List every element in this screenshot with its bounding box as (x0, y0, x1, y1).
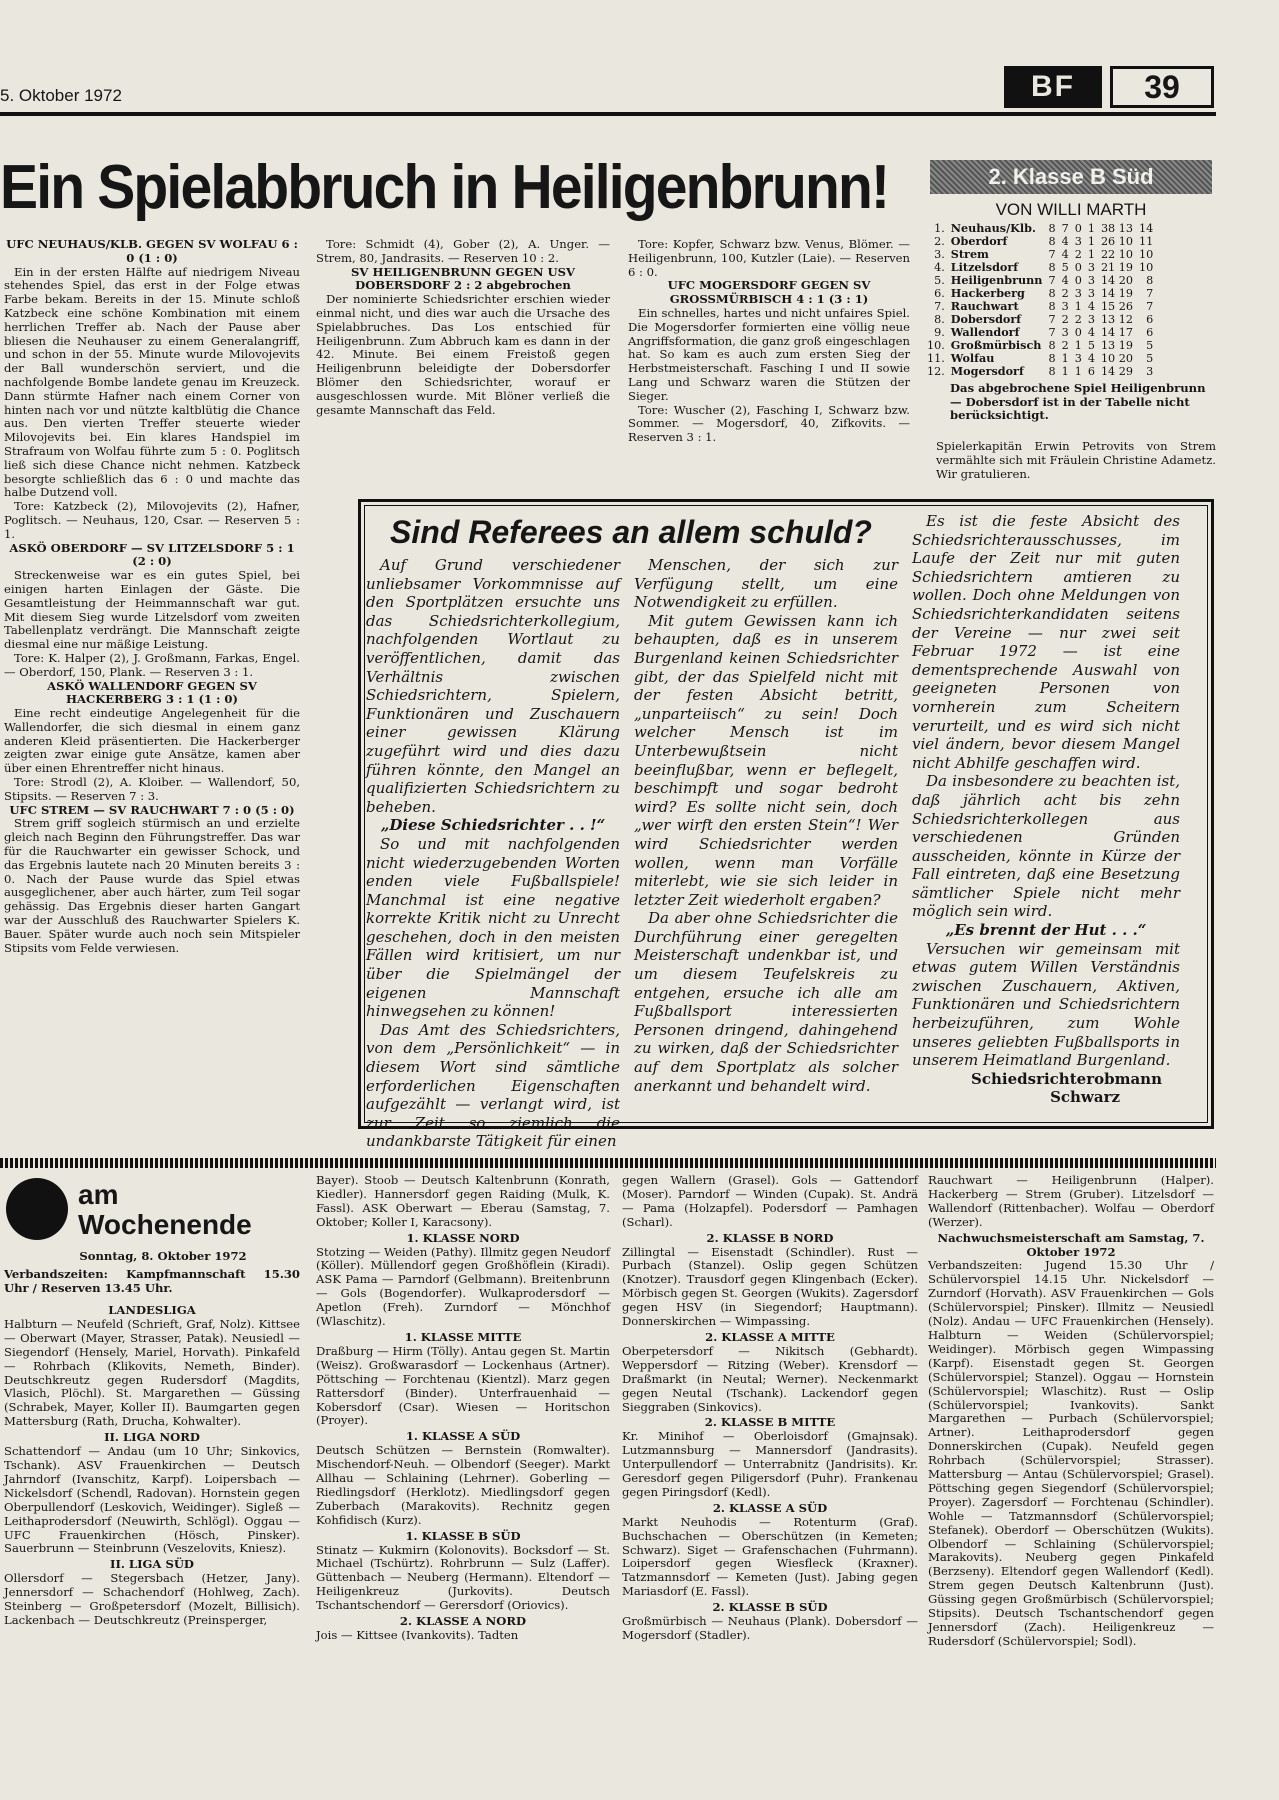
league-heading: 2. KLASSE A MITTE (705, 1329, 835, 1344)
standings-cell: Strem (950, 247, 989, 261)
standings-row (924, 365, 1156, 378)
fixtures: Deutsch Schützen — Bernstein (Romwalter). Mischendorf-Neuh. — Olbendorf (Seeger). Markt Allhau — Schlaining (Lehrner). Goberling — Riedlingsdorf (Herklotz). Miedlingsdorf gegen Zuberbach (Marakovits). Rechnitz gegen Kohfidisch (Kurz). (316, 1443, 610, 1527)
standings-cell: 4 (1061, 274, 1069, 287)
referee-paragraph: „Diese Schiedsrichter . . !“ (380, 816, 606, 835)
report-column-1 (4, 238, 300, 955)
league-heading: II. LIGA NORD (104, 1430, 200, 1445)
headline: Ein Spielabbruch in Heiligenbrunn! (0, 153, 889, 222)
league-heading: 2. KLASSE A NORD (399, 1614, 527, 1629)
fixtures: Verbandszeiten: Jugend 15.30 Uhr / Schülervorspiel 14.15 Uhr. Nickelsdorf — Zurndorf (Horvath). ASV Frauenkirchen — Gols (Schülervorspiel; Pinsker). Illmitz — Neusiedl (Nolz). Andau — UFC Frauenkirchen (Hensely). Halbturn — Weiden (Schülervorspiel; Weidinger). Mörbisch gegen Wimpassing (Karpf). Eisenstadt gegen St. Georgen (Schülervorspiel; Stanzel). Oggau — Hornstein (Schülervorspiel; Wlaschitz). Rust — Oslip (Schülervorspiel; Ivankovits). Sankt Margarethen — Purbach (Schülervorspiel; Artner). Leithaprodersdorf gegen Donnerskirchen (Cupak). Neufeld gegen Rohrbach (Schülervorspiel; Strasser). Mattersburg — Antau (Schülervorspiel; Grasel). Pöttsching gegen Siegendorf (Schülervorspiel; Proyer). Zagersdorf — Forchtenau (Schindler). Wohle — Tatzmannsdorf (Schülervorspiel; Stefanek). Oberdorf — Oberschützen (Wukits). Olbendorf — Schlaining (Schülervorspiel; Marakovits). Neuberg gegen Pinkafeld (Berzseny). Eltendorf gegen Wallendorf (Kedl). Strem gegen Deutsch Kaltenbrunn (Just). Güssing gegen Großmürbisch (Schülervorspiel; Stipsits). Deutsch Tschantschendorf gegen Jennersdorf (Zach). Heiligenkreuz — Rudersdorf (Schülervorspiel; Sodl). (928, 1258, 1214, 1648)
fixtures: Rauchwart — Heiligenbrunn (Halper). Hackerberg — Strem (Gruber). Litzelsdorf — Wallendorf (Rittenbacher). Wolfau — Oberdorf (Werzer). (928, 1173, 1214, 1229)
standings-cell: 5. (934, 274, 945, 287)
standings-cell: 13 19 (1100, 339, 1133, 352)
section-badge: BF (1004, 66, 1102, 108)
league-heading: 2. KLASSE A SÜD (712, 1500, 828, 1515)
standings-cell: 3 (1087, 261, 1095, 274)
standings-cell: 3 (1087, 274, 1095, 287)
fixtures: Halbturn — Neufeld (Schrieft, Graf, Nolz). Kittsee — Oberwart (Mayer, Strasser, Patak). Neusiedl — Siegendorf (Hensely, Mariel, Horvath). Pinkafeld — Rohrbach (Klikovits, Nemeth, Binder). Deutschkreutz gegen Rudersdorf (Magdits, Vlasich, Plöchl). St. Margarethen — Güssing (Schrabek, Mayer, Koller II). Baumgarten gegen Mattersburg (Rath, Drucha, Kohwalter). (4, 1316, 300, 1429)
section-separator (0, 1158, 1216, 1168)
standings-cell: 6 (1146, 313, 1154, 326)
weekend-title-line2: Wochenende (78, 1209, 252, 1240)
standings-cell: 9. (934, 326, 945, 339)
schedule-column-3 (622, 1174, 918, 1643)
standings-cell: Rauchwart (950, 299, 1019, 313)
congratulations-note: Spielerkapitän Erwin Petrovits von Strem vermählte sich mit Fräulein Christine Adametz. Wir gratulieren. (936, 439, 1216, 481)
weekend-title (78, 1180, 252, 1240)
standings-cell: 4 (1061, 248, 1069, 261)
referee-column-1 (366, 556, 620, 1151)
standings-cell: 8. (934, 313, 945, 326)
fixtures: gegen Wallern (Grasel). Gols — Gattendorf (Moser). Parndorf — Winden (Cupak). St. Andrä — Pama (Holzapfel). Podersdorf — Pamhagen (Scharl). (622, 1173, 918, 1229)
referee-column-3 (912, 512, 1180, 1107)
standings-cell: 7 (1048, 313, 1056, 326)
match-report: Streckenweise war es ein gutes Spiel, bei einigen harten Einlagen der Gäste. Die Gesamtleistung der Heimmannschaft war gut. Mit diesem Sieg wurde Litzelsdorf vom zweiten Tabellenplatz verdrängt. Die Mannschaft zeigte diesmal eine nur mäßige Leistung. (4, 568, 300, 652)
standings-cell: Oberdorf (950, 234, 1008, 248)
standings-cell: 21 19 (1100, 261, 1133, 274)
fixtures: Stinatz — Kukmirn (Kolonovits). Bocksdorf — St. Michael (Tschürtz). Rohrbrunn — Sulz (Laffer). Güttenbach — Neuberg (Hermann). Eltendorf — Heiligenkreuz (Jurkovits). Deutsch Tschantschendorf — Gerersdorf (Oriovics). (316, 1542, 610, 1613)
weekend-date: Sonntag, 8. Oktober 1972 (79, 1249, 247, 1263)
match-scorers: Tore: Kopfer, Schwarz bzw. Venus, Blömer. — Heiligenbrunn, 100, Kutzler (Laie). — Reserven 6 : 0. (628, 237, 910, 279)
standings-cell: 2 (1061, 313, 1069, 326)
standings-cell: 8 (1048, 300, 1056, 313)
standings-cell: 11. (927, 352, 945, 365)
standings-cell: 8 (1048, 339, 1056, 352)
referee-paragraph: So und mit nachfolgenden nicht wiederzugebenden Worten enden viele Fußballspiele! Manchmal ist eine negative korrekte Kritik nicht zu Unrecht geschehen, doch in den meisten Fällen wird kritisiert, um nur über die Spielmängel der eigenen Mannschaft hinwegsehen zu können! (366, 834, 620, 1021)
referee-paragraph: Das Amt des Schiedsrichters, von dem „Persönlichkeit“ — in diesem Wort sind sämtliche erforderlichen Eigenschaften aufgezählt — verlangt wird, ist zur Zeit so ziemlich die undankbarste Tätigkeit für einen (366, 1020, 620, 1151)
standings-cell: 7 (1061, 222, 1069, 235)
referee-paragraph: Auf Grund verschiedener unliebsamer Vorkommnisse auf den Sportplätzen ersuchte uns das Schiedsrichterkollegium, nachfolgenden Wortlaut zu veröffentlichen, damit das Verhältnis zwischen Schiedsrichtern, Spielern, Funktionären und Zuschauern einer gewissen Klärung zugeführt wird und dies dazu führen könnte, den Mangel an qualifizierten Schiedsrichtern zu beheben. (366, 556, 620, 816)
standings-cell: 7. (934, 300, 945, 313)
standings-cell: 5 (1146, 352, 1154, 365)
league-banner: 2. Klasse B Süd (930, 160, 1212, 194)
standings-cell: 2 (1061, 339, 1069, 352)
match-report: Ein in der ersten Hälfte auf niedrigem Niveau stehendes Spiel, das erst in der Folge etwas Farbe bekam. Bereits in der 15. Minute schloß Katzbeck eine schöne Kombination mit einem herrlichen Treffer ab. Nach der Pause aber bliesen die Neuhauser zu einem Generalangriff, und schon in der 55. Minute wurde Milovojevits der Ball wunderschön serviert, und die nachfolgende Bombe landete genau im Kreuzeck. Dann stürmte Hafner nach einem Corner von hinten nach vor und nützte kaltblütig die Chance aus. Den vierten Treffer steuerte wieder Milovojevits bei. Ein klares Handspiel im Strafraum von Wolfau führte zum 5 : 0. Poglitsch ließ sich diese Chance nicht nehmen. Katzbeck besorgte schließlich das 6 : 0 und machte das halbe Dutzend voll. (4, 264, 300, 500)
issue-date: 5. Oktober 1972 (0, 86, 122, 105)
standings-cell: 5 (1061, 261, 1069, 274)
league-heading: Nachwuchsmeisterschaft am Samstag, 7. Oktober 1972 (937, 1230, 1205, 1259)
league-heading: 1. KLASSE MITTE (404, 1329, 522, 1344)
standings-cell: 3 (1074, 287, 1082, 300)
match-heading: ASKÖ OBERDORF — SV LITZELSDORF 5 : 1 (2 : 0) (9, 540, 295, 569)
standings-cell: 0 (1074, 222, 1082, 235)
standings-cell: 5 (1087, 339, 1095, 352)
match-heading: UFC NEUHAUS/KLB. GEGEN SV WOLFAU 6 : 0 (1 : 0) (6, 237, 298, 265)
standings-cell: Wallendorf (950, 325, 1020, 339)
standings-cell: Litzelsdorf (950, 260, 1019, 274)
league-heading: 1. KLASSE B SÜD (405, 1528, 521, 1543)
standings-cell: 2 (1061, 287, 1069, 300)
match-heading: SV HEILIGENBRUNN GEGEN USV DOBERSDORF 2 : 2 abgebrochen (351, 264, 575, 293)
weekend-times: Verbandszeiten: Kampfmannschaft 15.30 Uhr / Reserven 13.45 Uhr. (4, 1267, 300, 1295)
author-line: VON WILLI MARTH (995, 200, 1147, 219)
standings-cell: 1 (1087, 248, 1095, 261)
standings-cell: 2 (1074, 313, 1082, 326)
referee-paragraph: Menschen, der sich zur Verfügung stellt, um eine Notwendigkeit zu erfüllen. (634, 556, 898, 612)
standings-cell: 3 (1061, 326, 1069, 339)
standings-cell: 4 (1087, 300, 1095, 313)
standings-cell: 1 (1074, 365, 1082, 378)
standings-cell: 7 (1048, 274, 1056, 287)
standings-cell: 0 (1074, 326, 1082, 339)
standings-cell: 13 12 (1100, 313, 1133, 326)
standings-cell: 8 (1048, 365, 1056, 378)
standings-cell: 3. (934, 248, 945, 261)
match-report: Ein schnelles, hartes und nicht unfaires Spiel. Die Mogersdorfer formierten eine völlig neue Angriffsformation, die ganz groß eingeschlagen hat. So kam es auch zum ersten Sieg der Herbstmeisterschaft. Fasching I und II sowie Lang und Schwarz waren die Stützen der Sieger. (628, 305, 910, 403)
standings-cell: 8 (1048, 235, 1056, 248)
standings-cell: Großmürbisch (950, 338, 1042, 352)
schedule-column-4 (928, 1174, 1214, 1649)
referee-paragraph: Da aber ohne Schiedsrichter die Durchführung einer geregelten Meisterschaft undenkbar ist, und um diesem Teufelskreis zu entgehen, ersuche ich alle am Fußballsport interessierten Personen dringend, dahingehend zu wirken, daß der Schiedsrichter auf dem Sportplatz als solcher anerkannt und behandelt wird. (634, 909, 898, 1095)
standings-cell: 4. (934, 261, 945, 274)
fixtures: Markt Neuhodis — Rotenturm (Graf). Buchschachen — Oberschützen (in Kemeten; Schwarz). Siget — Grafenschachen (Fuhrmann). Loipersdorf gegen Wiesfleck (Kraxner). Tatzmannsdorf — Kemeten (Just). Jabing gegen Mariasdorf (E. Fassl). (622, 1514, 918, 1599)
fixtures: Draßburg — Hirm (Tölly). Antau gegen St. Martin (Weisz). Großwarasdorf — Lockenhaus (Artner). Pöttsching — Forchtenau (Kientzl). Marz gegen Rattersdorf (Binder). Unterfrauenhaid — Kobersdorf (Csar). Wiesen — Horitschon (Proyer). (316, 1343, 610, 1428)
fixtures: Ollersdorf — Stegersbach (Hetzer, Jany). Jennersdorf — Schachendorf (Hohlweg, Zach). Steinberg — Großpetersdorf (Mozelt, Billisich). Lackenbach — Deutschkreutz (Preinsperger, (4, 1571, 300, 1627)
standings-cell: 15 26 (1100, 300, 1133, 313)
standings-cell: Heiligenbrunn (950, 273, 1043, 287)
standings-cell: 3 (1061, 300, 1069, 313)
standings-cell: 10 20 (1100, 352, 1133, 365)
standings-cell: 14 19 (1100, 287, 1133, 300)
standings-cell: 26 10 (1100, 235, 1133, 248)
match-scorers: Tore: Strodl (2), A. Kloiber. — Wallendorf, 50, Stipsits. — Reserven 7 : 3. (4, 775, 300, 803)
header-rule (0, 112, 1216, 116)
standings-cell: 4 (1061, 235, 1069, 248)
referee-paragraph: „Es brennt der Hut . . .“ (945, 921, 1147, 940)
fixtures: Bayer). Stoob — Deutsch Kaltenbrunn (Konrath, Kiedler). Hannersdorf gegen Raiding (Mulk, K. Fassl). ASK Oberwart — Eberau (Samstag, 7. Oktober; Koller I, Karacsony). (316, 1173, 610, 1229)
weekend-title-line1: am (78, 1179, 119, 1210)
referee-column-2 (634, 556, 898, 1095)
standings-cell: 8 (1048, 287, 1056, 300)
match-heading: ASKÖ WALLENDORF GEGEN SV HACKERBERG 3 : 1 (1 : 0) (47, 678, 257, 707)
standings-cell: 22 10 (1100, 248, 1133, 261)
standings-cell: 3 (1087, 287, 1095, 300)
standings-cell: 8 (1048, 352, 1056, 365)
standings-cell: 8 (1048, 261, 1056, 274)
standings-cell: 3 (1146, 365, 1154, 378)
referee-paragraph: Mit gutem Gewissen kann ich behaupten, daß es in unserem Burgenland keinen Schiedsrichter gibt, der das Spielfeld nicht mit der festen Absicht betritt, „unparteiisch“ zu sein! Doch welcher Mensch ist im Unterbewußtsein nicht beeinflußbar, wenn er beflegelt, beschimpft und sogar bedroht wird? Es sollte nicht sein, doch „wer wirft den ersten Stein“! Wer wird Schiedsrichter werden wollen, wenn man Vorfälle miterlebt, wie sie sich leider in letzter Zeit wiederholt ergaben? (634, 611, 898, 909)
standings-cell: Wolfau (950, 351, 995, 365)
league-heading: 2. KLASSE B SÜD (712, 1600, 828, 1615)
standings-cell: 14 29 (1100, 365, 1133, 378)
standings-cell: 14 20 (1100, 274, 1133, 287)
fixtures: Oberpetersdorf — Nikitsch (Gebhardt). Weppersdorf — Ritzing (Weber). Krensdorf — Draßmarkt (in Neutal; Werner). Neckenmarkt gegen Neutal (Tschank). Lackendorf gegen Sieggraben (Sinkovics). (622, 1343, 918, 1414)
standings-cell: 1 (1074, 339, 1082, 352)
football-icon (6, 1178, 68, 1240)
match-scorers: Tore: Wuscher (2), Fasching I, Schwarz bzw. Sommer. — Mogersdorf, 40, Zifkovits. — Reserven 3 : 1. (628, 402, 910, 445)
league-heading: 2. KLASSE B NORD (706, 1230, 834, 1245)
match-report: Der nominierte Schiedsrichter erschien wieder einmal nicht, und dies war auch die Ursache des Spielabbruches. Das Los entschied für Heiligenbrunn. Zum Abbruch kam es dann in der 42. Minute. Bei einem Freistoß gegen Heiligenbrunn beleidigte der Dobersdorfer Blömer den Schiedsrichter, worauf er ausgeschlossen wurde. Mit Blöner verließ die gesamte Mannschaft das Feld. (316, 292, 610, 417)
standings-cell: 6 (1146, 326, 1154, 339)
match-heading: UFC MOGERSDORF GEGEN SV GROSSMÜRBISCH 4 : 1 (3 : 1) (667, 278, 871, 307)
standings-cell: 6. (934, 287, 945, 300)
standings-cell: Mogersdorf (950, 364, 1024, 378)
league-heading: LANDESLIGA (108, 1303, 196, 1317)
referee-box-title: Sind Referees an allem schuld? (390, 514, 872, 550)
standings-cell: 10 (1138, 248, 1154, 261)
fixtures: Jois — Kittsee (Ivankovits). Tadten (316, 1628, 519, 1642)
standings-cell: 14 17 (1100, 326, 1133, 339)
standings-cell: 1 (1061, 352, 1069, 365)
standings-cell: 12. (927, 365, 945, 378)
standings-cell: Dobersdorf (950, 312, 1022, 326)
standings-cell: 8 (1146, 274, 1154, 287)
league-heading: 1. KLASSE NORD (406, 1230, 520, 1245)
page-number: 39 (1110, 66, 1214, 108)
standings-cell: 7 (1048, 326, 1056, 339)
signature-name: Schwarz (1050, 1088, 1120, 1107)
standings-cell: 1 (1087, 222, 1095, 235)
standings-cell: 7 (1146, 300, 1154, 313)
standings-cell: 4 (1087, 352, 1095, 365)
standings-cell: 3 (1074, 352, 1082, 365)
match-heading: UFC STREM — SV RAUCHWART 7 : 0 (5 : 0) (9, 802, 295, 817)
standings-cell: 14 (1138, 222, 1154, 235)
schedule-column-2 (316, 1174, 610, 1643)
fixtures: Schattendorf — Andau (um 10 Uhr; Sinkovics, Tschank). ASV Frauenkirchen — Deutsch Jahrndorf (Ivanschitz, Karpf). Loipersbach — Nickelsdorf (Schendl, Radovan). Hornstein gegen Oberpullendorf (Leskovich, Weidinger). Sigleß — Leithaprodersdorf (Neuwirth, Schlögl). Oggau — UFC Frauenkirchen (Hösch, Pinsker). Sauerbrunn — Steinbrunn (Veszelovits, Kniesz). (4, 1444, 300, 1556)
fixtures: Zillingtal — Eisenstadt (Schindler). Rust — Purbach (Stanzel). Oslip gegen Schützen (Knotzer). Trausdorf gegen Klingenbach (Ecker). Mörbisch gegen St. Georgen (Wukits). Zagersdorf gegen HSV (in Siegendorf; Hauptmann). Donnerskirchen — Wimpassing. (622, 1244, 918, 1329)
standings-cell: 0 (1074, 274, 1082, 287)
standings-cell: 38 13 (1100, 222, 1133, 235)
fixtures: Kr. Minihof — Oberloisdorf (Gmajnsak). Lutzmannsburg — Mannersdorf (Jandrasits). Unterpullendorf — Unterrabnitz (Jandrisits). Kr. Geresdorf gegen Piligersdorf (Puhr). Frankenau gegen Piringsdorf (Kedl). (622, 1429, 918, 1499)
standings-cell: 10 (1138, 261, 1154, 274)
standings-cell: 1. (934, 222, 945, 235)
standings-cell: 1 (1061, 365, 1069, 378)
schedule-column-1 (4, 1302, 300, 1628)
match-report: Eine recht eindeutige Angelegenheit für die Wallendorfer, die sich diesmal in einem ganz anderen Kleid präsentierten. Die Hackerberger zeigten zwar einige gute Ansätze, kamen aber über einen Ehrentreffer nicht hinaus. (4, 706, 300, 776)
standings-cell: 7 (1146, 287, 1154, 300)
league-heading: II. LIGA SÜD (110, 1557, 194, 1572)
report-column-3 (628, 238, 910, 445)
match-scorers: Tore: Schmidt (4), Gober (2), A. Unger. — Strem, 80, Jandrasits. — Reserven 10 : 2. (316, 237, 610, 265)
match-report: Strem griff sogleich stürmisch an und erzielte gleich nach Beginn den Führungstreffer. Das war für die Rauchwarter ein gewisser Schock, und das Ergebnis lautete nach 20 Minuten bereits 3 : 0. Nach der Pause wurde das Spiel etwas ausgeglichener, aber auch härter, zum Teil sogar gehässig. Das Ergebnis dieser harten Gangart war der Ausschluß des Rauchwarter Spielers K. Bauer. Später wurde auch noch sein Mitspieler Stipsits vom Felde verwiesen. (4, 816, 300, 955)
match-scorers: Tore: K. Halper (2), J. Großmann, Farkas, Engel. — Oberdorf, 150, Plank. — Reserven 3 : 1. (4, 650, 300, 679)
report-column-2 (316, 238, 610, 417)
standings-cell: 3 (1074, 235, 1082, 248)
signature-title: Schiedsrichterobmann (971, 1069, 1162, 1088)
standings-cell: 11 (1138, 235, 1154, 248)
standings-cell: 1 (1087, 235, 1095, 248)
standings-cell: 8 (1048, 222, 1056, 235)
standings-cell: 7 (1048, 248, 1056, 261)
referee-paragraph: Es ist die feste Absicht des Schiedsrichterausschusses, im Laufe der Zeit nur mit guten Schiedsrichtern amtieren zu wollen. Doch ohne Meldungen von Schiedsrichterkandidaten seitens der Vereine — nur zwei seit Februar 1972 — ist eine dementsprechende Auswahl von geeigneten Personen von vornherein zum Scheitern verurteilt, und es wird sich nicht viel ändern, bevor diesem Mangel nicht Abhilfe geschaffen wird. (912, 512, 1180, 772)
standings-table (924, 222, 1156, 378)
league-heading: 1. KLASSE A SÜD (405, 1429, 521, 1444)
standings-cell: Neuhaus/Klb. (950, 221, 1036, 235)
standings-cell: Hackerberg (950, 286, 1025, 300)
standings-cell: 2 (1074, 248, 1082, 261)
standings-cell: 5 (1146, 339, 1154, 352)
standings-cell: 2. (934, 235, 945, 248)
standings-cell: 1 (1074, 300, 1082, 313)
standings-cell: 6 (1087, 365, 1095, 378)
table-note: Das abgebrochene Spiel Heiligenbrunn — Dobersdorf ist in der Tabelle nicht berücksichtigt. (950, 381, 1206, 423)
standings-cell: 0 (1074, 261, 1082, 274)
standings-cell: 10. (927, 339, 945, 352)
referee-paragraph: Versuchen wir gemeinsam mit etwas gutem Willen Verständnis zwischen Zuschauern, Aktiven, Funktionären und Schiedsrichtern herbeizuführen, zum Wohle unseres geliebten Fußballsports in unserem Heimatland Burgenland. (912, 939, 1180, 1070)
fixtures: Großmürbisch — Neuhaus (Plank). Dobersdorf — Mogersdorf (Stadler). (622, 1614, 918, 1642)
standings-cell: 4 (1087, 326, 1095, 339)
match-scorers: Tore: Katzbeck (2), Milovojevits (2), Hafner, Poglitsch. — Neuhaus, 120, Csar. — Reserven 5 : 1. (4, 499, 300, 541)
fixtures: Stotzing — Weiden (Pathy). Illmitz gegen Neudorf (Köller). Müllendorf gegen Großhöflein (Kiradi). ASK Pama — Parndorf (Gelbmann). Breitenbrunn — Gols (Bogendorfer). Wulkaprodersdorf — Apetlon (Freh). Zurndorf — Mönchhof (Wlaschitz). (316, 1244, 610, 1329)
standings-cell: 3 (1087, 313, 1095, 326)
league-heading: 2. KLASSE B MITTE (704, 1415, 836, 1430)
referee-paragraph: Da insbesondere zu beachten ist, daß jährlich acht bis zehn Schiedsrichterkollegen aus verschiedenen Gründen ausscheiden, könnte in Kürze der Fall eintreten, daß eine Besetzung sämtlicher Spiele nicht mehr möglich sein wird. (912, 772, 1180, 921)
